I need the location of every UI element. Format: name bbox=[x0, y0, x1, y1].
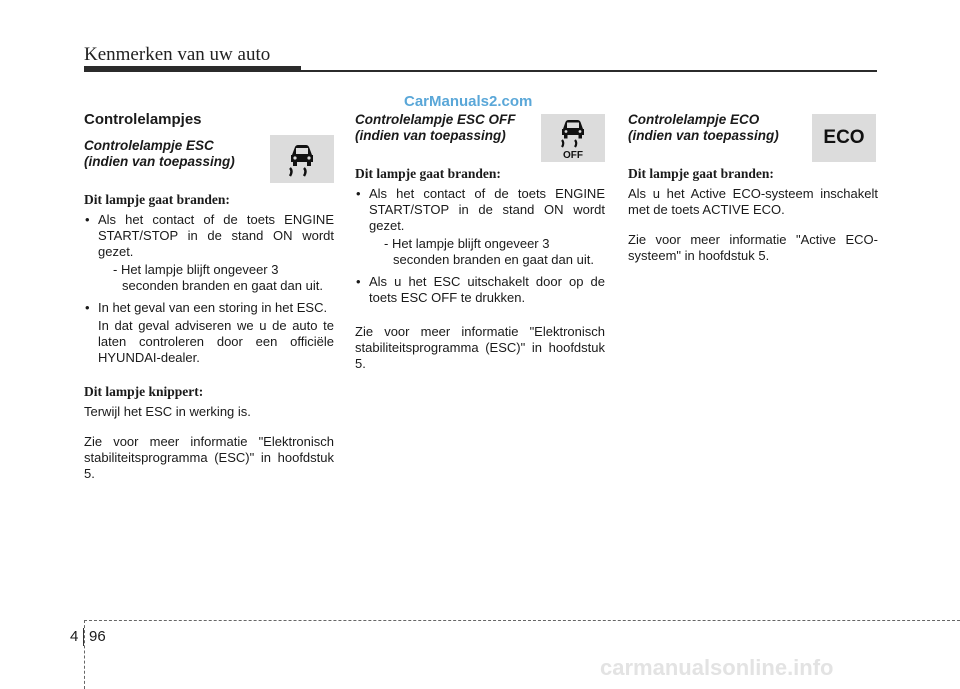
subheading-esc: Controlelampje ESC (indien van toepassing) bbox=[84, 138, 235, 169]
page-number-separator bbox=[83, 628, 84, 646]
chapter-number: 4 bbox=[70, 628, 79, 645]
esc-off-icon bbox=[541, 114, 605, 162]
bullet-item: • In het geval van een storing in het ESC. bbox=[84, 300, 334, 316]
page-header-title: Kenmerken van uw auto bbox=[84, 44, 271, 65]
dash-item: - Het lampje blijft ongeveer 3 seconden branden en gaat dan uit. bbox=[113, 262, 323, 293]
watermark-top: CarManuals2.com bbox=[404, 93, 533, 110]
bullet-note: In dat geval adviseren we u de auto te laten controleren door een officiële HYUNDAI-dealer. bbox=[98, 318, 334, 365]
lights-heading: Dit lampje gaat branden: bbox=[628, 166, 774, 181]
bullet-item: • Als u het ESC uitschakelt door op de toets ESC OFF te drukken. bbox=[355, 274, 605, 306]
lights-heading: Dit lampje gaat branden: bbox=[84, 192, 230, 207]
footer-vertical-divider bbox=[84, 620, 85, 689]
eco-indicator-icon: ECO bbox=[812, 114, 876, 162]
reference-text: Zie voor meer informatie "Elektronisch stabiliteitsprogramma (ESC)" in hoofdstuk 5. bbox=[355, 324, 605, 371]
reference-text: Zie voor meer informatie "Active ECO-systeem" in hoofdstuk 5. bbox=[628, 232, 878, 263]
esc-warning-icon bbox=[270, 135, 334, 183]
header-rule-thin bbox=[300, 70, 877, 72]
eco-text: Als u het Active ECO-systeem inschakelt met de toets ACTIVE ECO. bbox=[628, 186, 878, 217]
header-rule-thick bbox=[84, 66, 301, 72]
subheading-esc-off: Controlelampje ESC OFF (indien van toepassing) bbox=[355, 112, 516, 143]
watermark-bottom: carmanualsonline.info bbox=[600, 655, 834, 680]
esc-off-label: OFF bbox=[563, 150, 583, 160]
reference-text: Zie voor meer informatie "Elektronisch stabiliteitsprogramma (ESC)" in hoofdstuk 5. bbox=[84, 434, 334, 481]
section-title: Controlelampjes bbox=[84, 111, 202, 128]
dash-item: - Het lampje blijft ongeveer 3 seconden branden en gaat dan uit. bbox=[384, 236, 594, 267]
bullet-item: • Als het contact of de toets ENGINE START/STOP in de stand ON wordt gezet. bbox=[84, 212, 334, 260]
footer-divider bbox=[84, 620, 960, 621]
bullet-item: • Als het contact of de toets ENGINE START/STOP in de stand ON wordt gezet. bbox=[355, 186, 605, 234]
blink-heading: Dit lampje knippert: bbox=[84, 384, 204, 399]
page-number: 96 bbox=[89, 628, 106, 645]
subheading-eco: Controlelampje ECO (indien van toepassing) bbox=[628, 112, 779, 143]
blink-text: Terwijl het ESC in werking is. bbox=[84, 404, 251, 419]
lights-heading: Dit lampje gaat branden: bbox=[355, 166, 501, 181]
